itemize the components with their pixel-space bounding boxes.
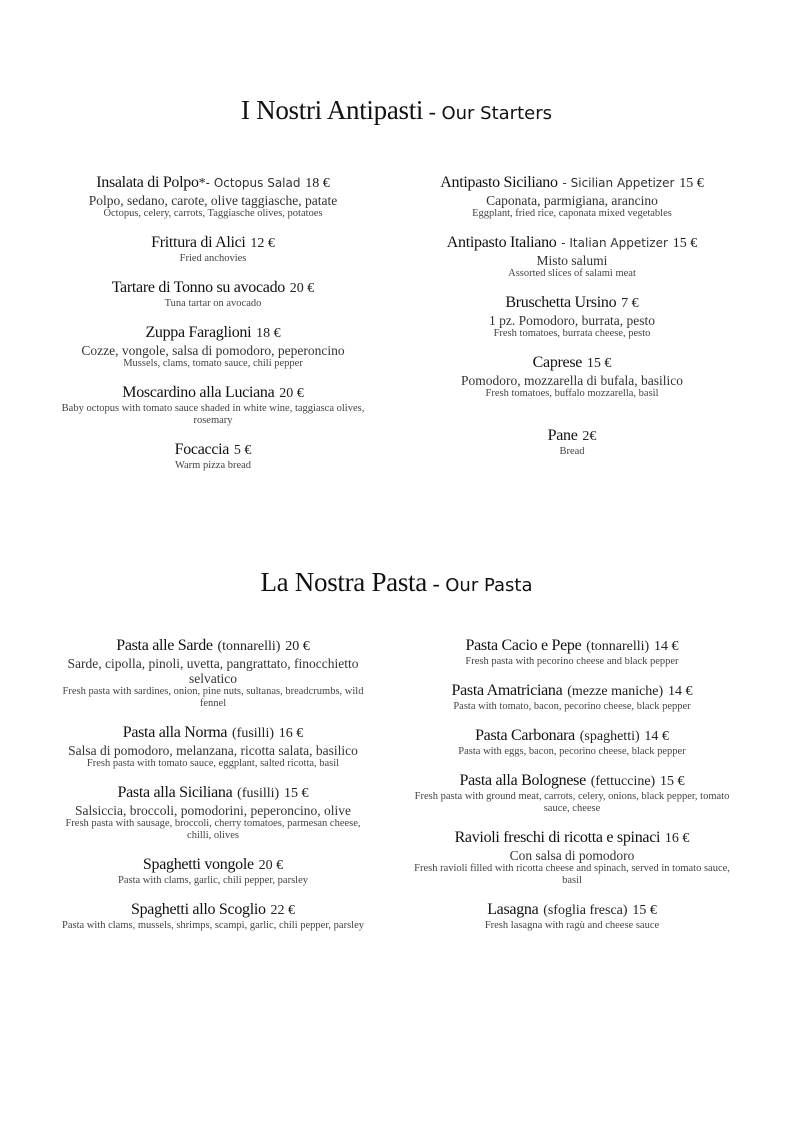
item-ingredients-it: Con salsa di pomodoro: [509, 848, 635, 863]
item-name: Pasta alla Norma: [122, 724, 228, 741]
item-name: Lasagna: [487, 901, 539, 918]
item-price: 15 €: [660, 774, 685, 789]
menu-item: [53, 173, 373, 220]
menu-item: [53, 855, 373, 887]
item-name: Caprese: [532, 354, 583, 371]
item-description-en: Tuna tartar on avocado: [164, 298, 262, 309]
item-ingredients-it: Misto salumi: [536, 253, 608, 268]
item-description-en: Fresh ravioli filled with ricotta cheese and spinach, served in tomato sauce, basil: [414, 863, 730, 886]
menu-item: [412, 426, 732, 458]
item-ingredients-it: Polpo, sedano, carote, olive taggiasche, patate: [88, 193, 338, 208]
menu-item: [412, 681, 732, 713]
menu-item: [53, 723, 373, 770]
item-price: 20 €: [285, 639, 310, 654]
item-name: Zuppa Faraglioni: [145, 324, 252, 341]
item-price: 5 €: [233, 443, 252, 458]
item-name: Tartare di Tonno su avocado: [111, 279, 286, 296]
menu-item: [412, 636, 732, 668]
item-note: (tonnarelli): [586, 639, 650, 654]
item-price: 15 €: [283, 786, 309, 801]
item-price: 12 €: [250, 236, 275, 251]
menu-item: [412, 726, 732, 758]
pasta-title-it: La Nostra Pasta: [260, 567, 427, 597]
item-note: (fusilli): [237, 786, 280, 801]
pasta-title-en: Our Pasta: [445, 575, 533, 596]
item-description-en: Fresh tomatoes, burrata cheese, pesto: [493, 328, 651, 339]
item-price: 15 €: [672, 236, 698, 251]
menu-item: [53, 383, 373, 427]
item-description-en: Pasta with tomato, bacon, pecorino cheese, black pepper: [453, 701, 691, 712]
antipasti-title-dash: -: [423, 99, 442, 124]
item-description-en: Fresh pasta with sausage, broccoli, cherry tomatoes, parmesan cheese, chilli, olives: [65, 818, 361, 841]
item-name: Spaghetti allo Scoglio: [130, 901, 266, 918]
menu-item: [53, 323, 373, 370]
menu-item: [412, 293, 732, 340]
menu-item: [412, 828, 732, 887]
item-price: 22 €: [270, 903, 295, 918]
item-price: 20 €: [258, 858, 284, 873]
item-name: Pane: [547, 427, 578, 444]
item-price: 18 €: [256, 326, 281, 341]
item-name: Pasta alla Siciliana: [117, 784, 233, 801]
item-price: 14 €: [653, 639, 679, 654]
item-description-en: Eggplant, fried rice, caponata mixed vegetables: [472, 208, 672, 219]
menu-item: [412, 173, 732, 220]
menu-item: [53, 233, 373, 265]
item-note: (sfoglia fresca): [543, 903, 628, 918]
menu-item: [53, 440, 373, 472]
item-english-name: - Sicilian Appetizer: [562, 176, 675, 190]
item-name: Moscardino alla Luciana: [122, 384, 275, 401]
item-price: 15 €: [679, 176, 704, 191]
item-price: 16 €: [664, 831, 690, 846]
item-description-en: Pasta with clams, garlic, chili pepper, parsley: [118, 875, 308, 886]
item-note: (mezze maniche): [567, 684, 664, 699]
item-price: 2€: [582, 429, 597, 444]
item-name: Ravioli freschi di ricotta e spinaci: [454, 829, 661, 846]
item-price: 20 €: [279, 386, 304, 401]
item-ingredients-it: Caponata, parmigiana, arancino: [486, 193, 658, 208]
pasta-right-column: [412, 636, 732, 945]
item-price: 16 €: [278, 726, 304, 741]
item-ingredients-it: Pomodoro, mozzarella di bufala, basilico: [461, 373, 683, 388]
item-name: Frittura di Alici: [151, 234, 246, 251]
item-ingredients-it: 1 pz. Pomodoro, burrata, pesto: [488, 313, 656, 328]
item-price: 14 €: [667, 684, 693, 699]
item-description-en: Assorted slices of salami meat: [508, 268, 636, 279]
menu-item: [53, 278, 373, 310]
menu-item: [412, 233, 732, 280]
item-price: 18 €: [305, 176, 330, 191]
pasta-title: [0, 562, 793, 599]
item-name: Pasta alla Bolognese: [459, 772, 586, 789]
item-name: Antipasto Siciliano: [440, 174, 558, 191]
item-english-name: - Italian Appetizer: [561, 236, 668, 250]
pasta-title-dash: -: [426, 571, 446, 596]
item-price: 15 €: [586, 356, 612, 371]
item-note: (spaghetti): [579, 729, 640, 744]
item-note: (tonnarelli): [217, 639, 281, 654]
item-ingredients-it: Salsiccia, broccoli, pomodorini, peperoncino, olive: [75, 803, 351, 818]
antipasti-left-column: [53, 173, 373, 485]
item-note: (fettuccine): [590, 774, 656, 789]
item-price: 15 €: [632, 903, 657, 918]
item-name: Insalata di Polpo: [96, 174, 199, 191]
menu-item: [53, 783, 373, 842]
item-description-en: Fresh tomatoes, buffalo mozzarella, basil: [485, 388, 659, 399]
item-english-name: - Octopus Salad: [205, 176, 301, 190]
menu-item: [412, 900, 732, 932]
item-ingredients-it: Sarde, cipolla, pinoli, uvetta, pangrattato, finocchietto selvatico: [67, 656, 359, 686]
antipasti-title: [0, 90, 793, 127]
item-ingredients-it: Cozze, vongole, salsa di pomodoro, peperoncino: [81, 343, 345, 358]
item-description-en: Pasta with clams, mussels, shrimps, scampi, garlic, chili pepper, parsley: [62, 920, 364, 931]
item-description-en: Warm pizza bread: [174, 460, 252, 471]
item-description-en: Fresh lasagna with ragù and cheese sauce: [484, 920, 660, 931]
item-name: Pasta alle Sarde: [116, 637, 213, 654]
antipasti-title-en: Our Starters: [441, 103, 552, 124]
item-name: Pasta Amatriciana: [451, 682, 563, 699]
item-price: 14 €: [644, 729, 669, 744]
item-description-en: Fresh pasta with tomato sauce, eggplant, salted ricotta, basil: [86, 758, 340, 769]
item-ingredients-it: Salsa di pomodoro, melanzana, ricotta salata, basilico: [68, 743, 358, 758]
item-name: Pasta Carbonara: [475, 727, 575, 744]
item-description-en: Mussels, clams, tomato sauce, chili pepper: [123, 358, 303, 369]
antipasti-title-it: I Nostri Antipasti: [241, 95, 424, 125]
item-note: (fusilli): [232, 726, 274, 741]
item-name: Focaccia: [174, 441, 230, 458]
item-note: *: [198, 176, 206, 191]
item-description-en: Bread: [559, 446, 585, 457]
menu-item: [53, 636, 373, 710]
menu-item: [53, 900, 373, 932]
item-name: Spaghetti vongole: [142, 856, 254, 873]
item-name: Antipasto Italiano: [446, 234, 557, 251]
menu-item: [412, 771, 732, 815]
item-price: 20 €: [289, 281, 315, 296]
item-description-en: Fried anchovies: [179, 253, 247, 264]
pasta-left-column: [53, 636, 373, 945]
item-description-en: Fresh pasta with sardines, onion, pine nuts, sultanas, breadcrumbs, wild fennel: [62, 686, 364, 709]
item-description-en: Fresh pasta with ground meat, carrots, celery, onions, black pepper, tomato sauce, cheese: [414, 791, 730, 814]
antipasti-right-column: [412, 173, 732, 471]
item-name: Bruschetta Ursino: [505, 294, 617, 311]
item-description-en: Pasta with eggs, bacon, pecorino cheese, black pepper: [458, 746, 686, 757]
menu-item: [412, 353, 732, 400]
item-description-en: Fresh pasta with pecorino cheese and black pepper: [465, 656, 679, 667]
item-description-en: Octopus, celery, carrots, Taggiasche olives, potatoes: [103, 208, 323, 219]
item-price: 7 €: [621, 296, 639, 311]
item-description-en: Baby octopus with tomato sauce shaded in white wine, taggiasca olives, rosemary: [61, 403, 365, 426]
item-name: Pasta Cacio e Pepe: [465, 637, 582, 654]
